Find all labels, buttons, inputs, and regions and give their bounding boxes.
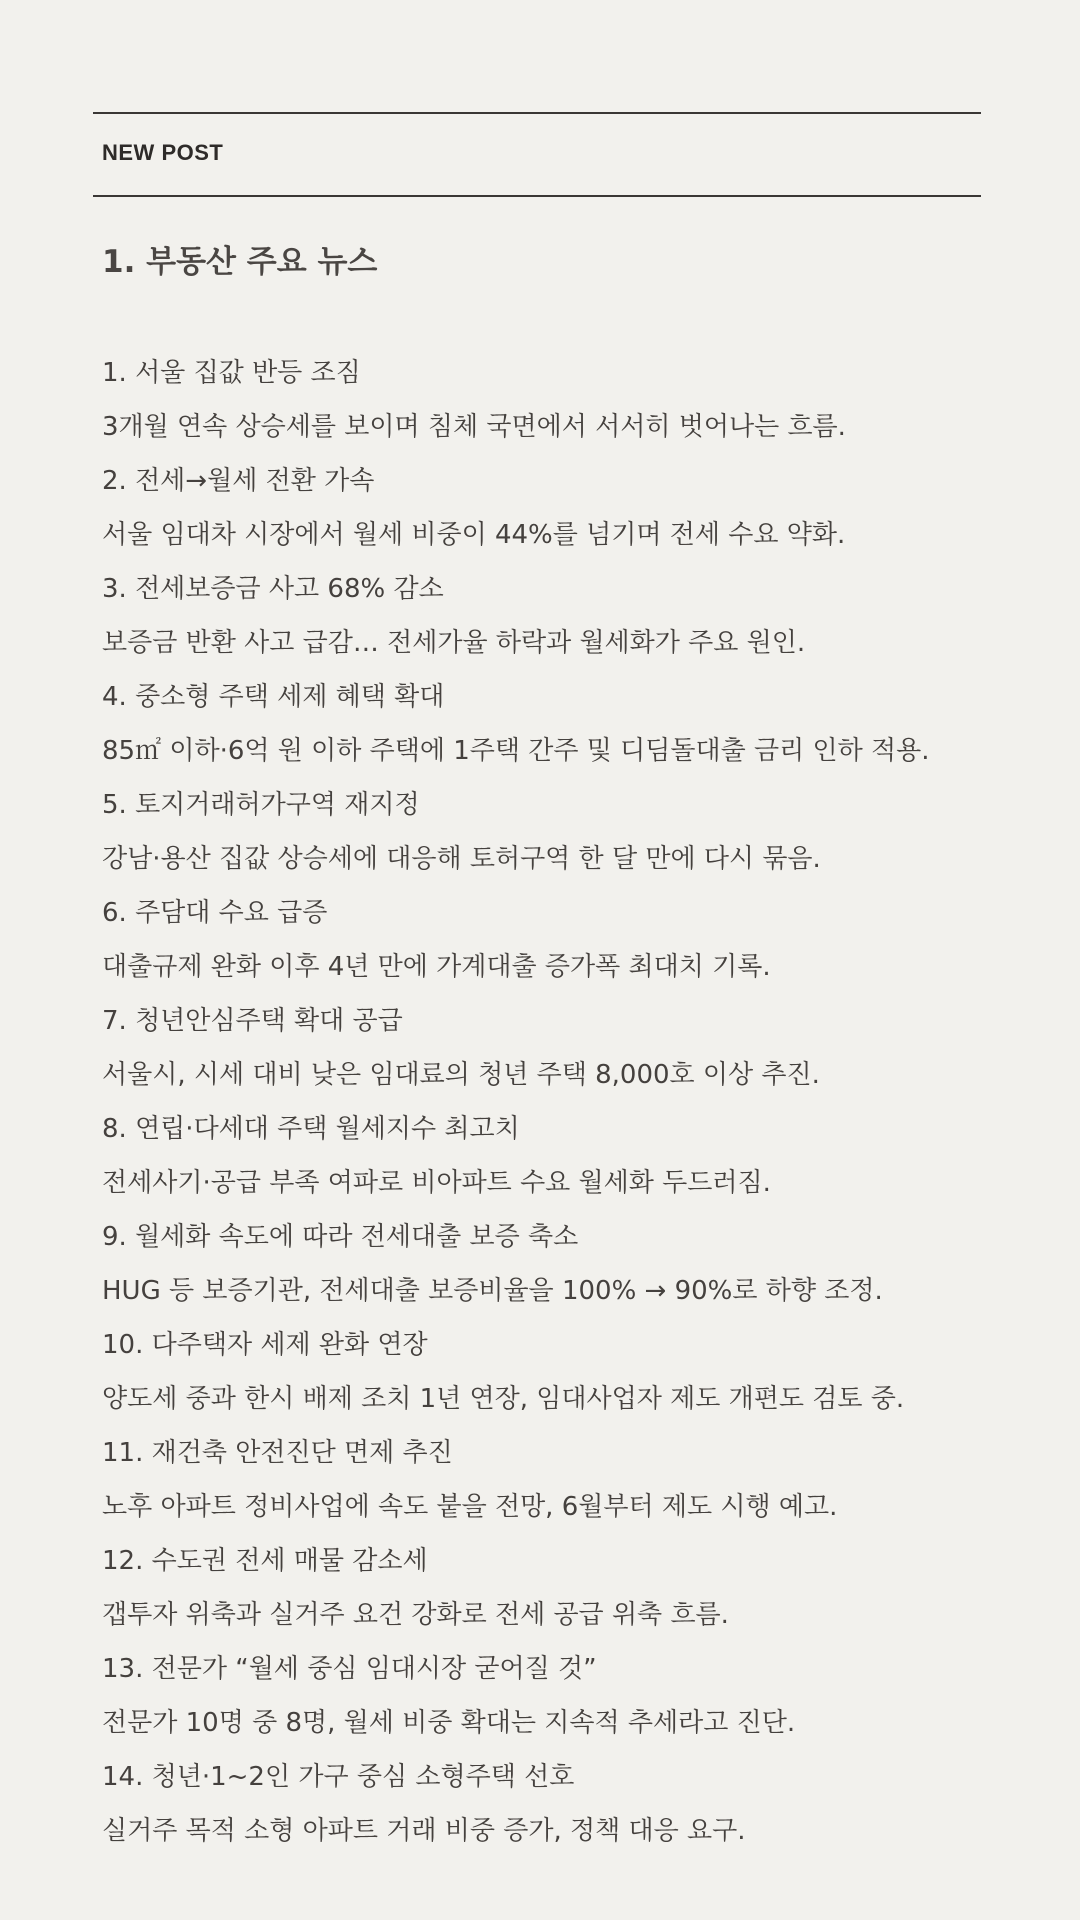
news-item <box>102 886 1002 994</box>
news-item <box>102 454 1002 562</box>
news-headline: 5. 토지거래허가구역 재지정 <box>102 790 420 820</box>
news-summary: 실거주 목적 소형 아파트 거래 비중 증가, 정책 대응 요구. <box>102 1816 746 1846</box>
news-summary: 서울 임대차 시장에서 월세 비중이 44%를 넘기며 전세 수요 약화. <box>102 520 846 550</box>
section-title: 1. 부동산 주요 뉴스 <box>102 244 378 280</box>
news-item <box>102 670 1002 778</box>
news-summary: 강남·용산 집값 상승세에 대응해 토허구역 한 달 만에 다시 묶음. <box>102 844 821 874</box>
news-item <box>102 1318 1002 1426</box>
news-headline: 1. 서울 집값 반등 조짐 <box>102 358 361 388</box>
news-headline: 7. 청년안심주택 확대 공급 <box>102 1006 403 1036</box>
news-item <box>102 1750 1002 1858</box>
news-summary: 대출규제 완화 이후 4년 만에 가계대출 증가폭 최대치 기록. <box>102 952 771 982</box>
news-summary: 전문가 10명 중 8명, 월세 비중 확대는 지속적 추세라고 진단. <box>102 1708 796 1738</box>
news-headline: 2. 전세→월세 전환 가속 <box>102 466 375 496</box>
news-headline: 11. 재건축 안전진단 면제 추진 <box>102 1438 453 1468</box>
news-item <box>102 778 1002 886</box>
news-headline: 10. 다주택자 세제 완화 연장 <box>102 1330 428 1360</box>
news-item <box>102 1426 1002 1534</box>
news-item <box>102 1534 1002 1642</box>
news-summary: 양도세 중과 한시 배제 조치 1년 연장, 임대사업자 제도 개편도 검토 중. <box>102 1384 905 1414</box>
news-headline: 6. 주담대 수요 급증 <box>102 898 328 928</box>
news-item <box>102 1642 1002 1750</box>
new-post-label: NEW POST <box>102 140 224 165</box>
bottom-divider <box>93 195 981 197</box>
news-item <box>102 1210 1002 1318</box>
news-headline: 4. 중소형 주택 세제 혜택 확대 <box>102 682 445 712</box>
news-summary: 전세사기·공급 부족 여파로 비아파트 수요 월세화 두드러짐. <box>102 1168 771 1198</box>
news-summary: 노후 아파트 정비사업에 속도 붙을 전망, 6월부터 제도 시행 예고. <box>102 1492 838 1522</box>
news-headline: 13. 전문가 “월세 중심 임대시장 굳어질 것” <box>102 1654 597 1684</box>
news-summary: HUG 등 보증기관, 전세대출 보증비율을 100% → 90%로 하향 조정. <box>102 1276 883 1306</box>
news-headline: 12. 수도권 전세 매물 감소세 <box>102 1546 428 1576</box>
news-summary: 갭투자 위축과 실거주 요건 강화로 전세 공급 위축 흐름. <box>102 1600 729 1630</box>
news-item <box>102 346 1002 454</box>
news-item <box>102 994 1002 1102</box>
news-summary: 서울시, 시세 대비 낮은 임대료의 청년 주택 8,000호 이상 추진. <box>102 1060 820 1090</box>
news-headline: 14. 청년·1~2인 가구 중심 소형주택 선호 <box>102 1762 575 1792</box>
news-summary: 85㎡ 이하·6억 원 이하 주택에 1주택 간주 및 디딤돌대출 금리 인하 적용. <box>102 736 930 766</box>
news-headline: 3. 전세보증금 사고 68% 감소 <box>102 574 444 604</box>
news-summary: 보증금 반환 사고 급감… 전세가율 하락과 월세화가 주요 원인. <box>102 628 806 658</box>
news-summary: 3개월 연속 상승세를 보이며 침체 국면에서 서서히 벗어나는 흐름. <box>102 412 846 442</box>
news-headline: 9. 월세화 속도에 따라 전세대출 보증 축소 <box>102 1222 579 1252</box>
news-item <box>102 1102 1002 1210</box>
news-headline: 8. 연립·다세대 주택 월세지수 최고치 <box>102 1114 520 1144</box>
news-item <box>102 562 1002 670</box>
news-list <box>102 346 1002 1858</box>
top-divider <box>93 112 981 114</box>
